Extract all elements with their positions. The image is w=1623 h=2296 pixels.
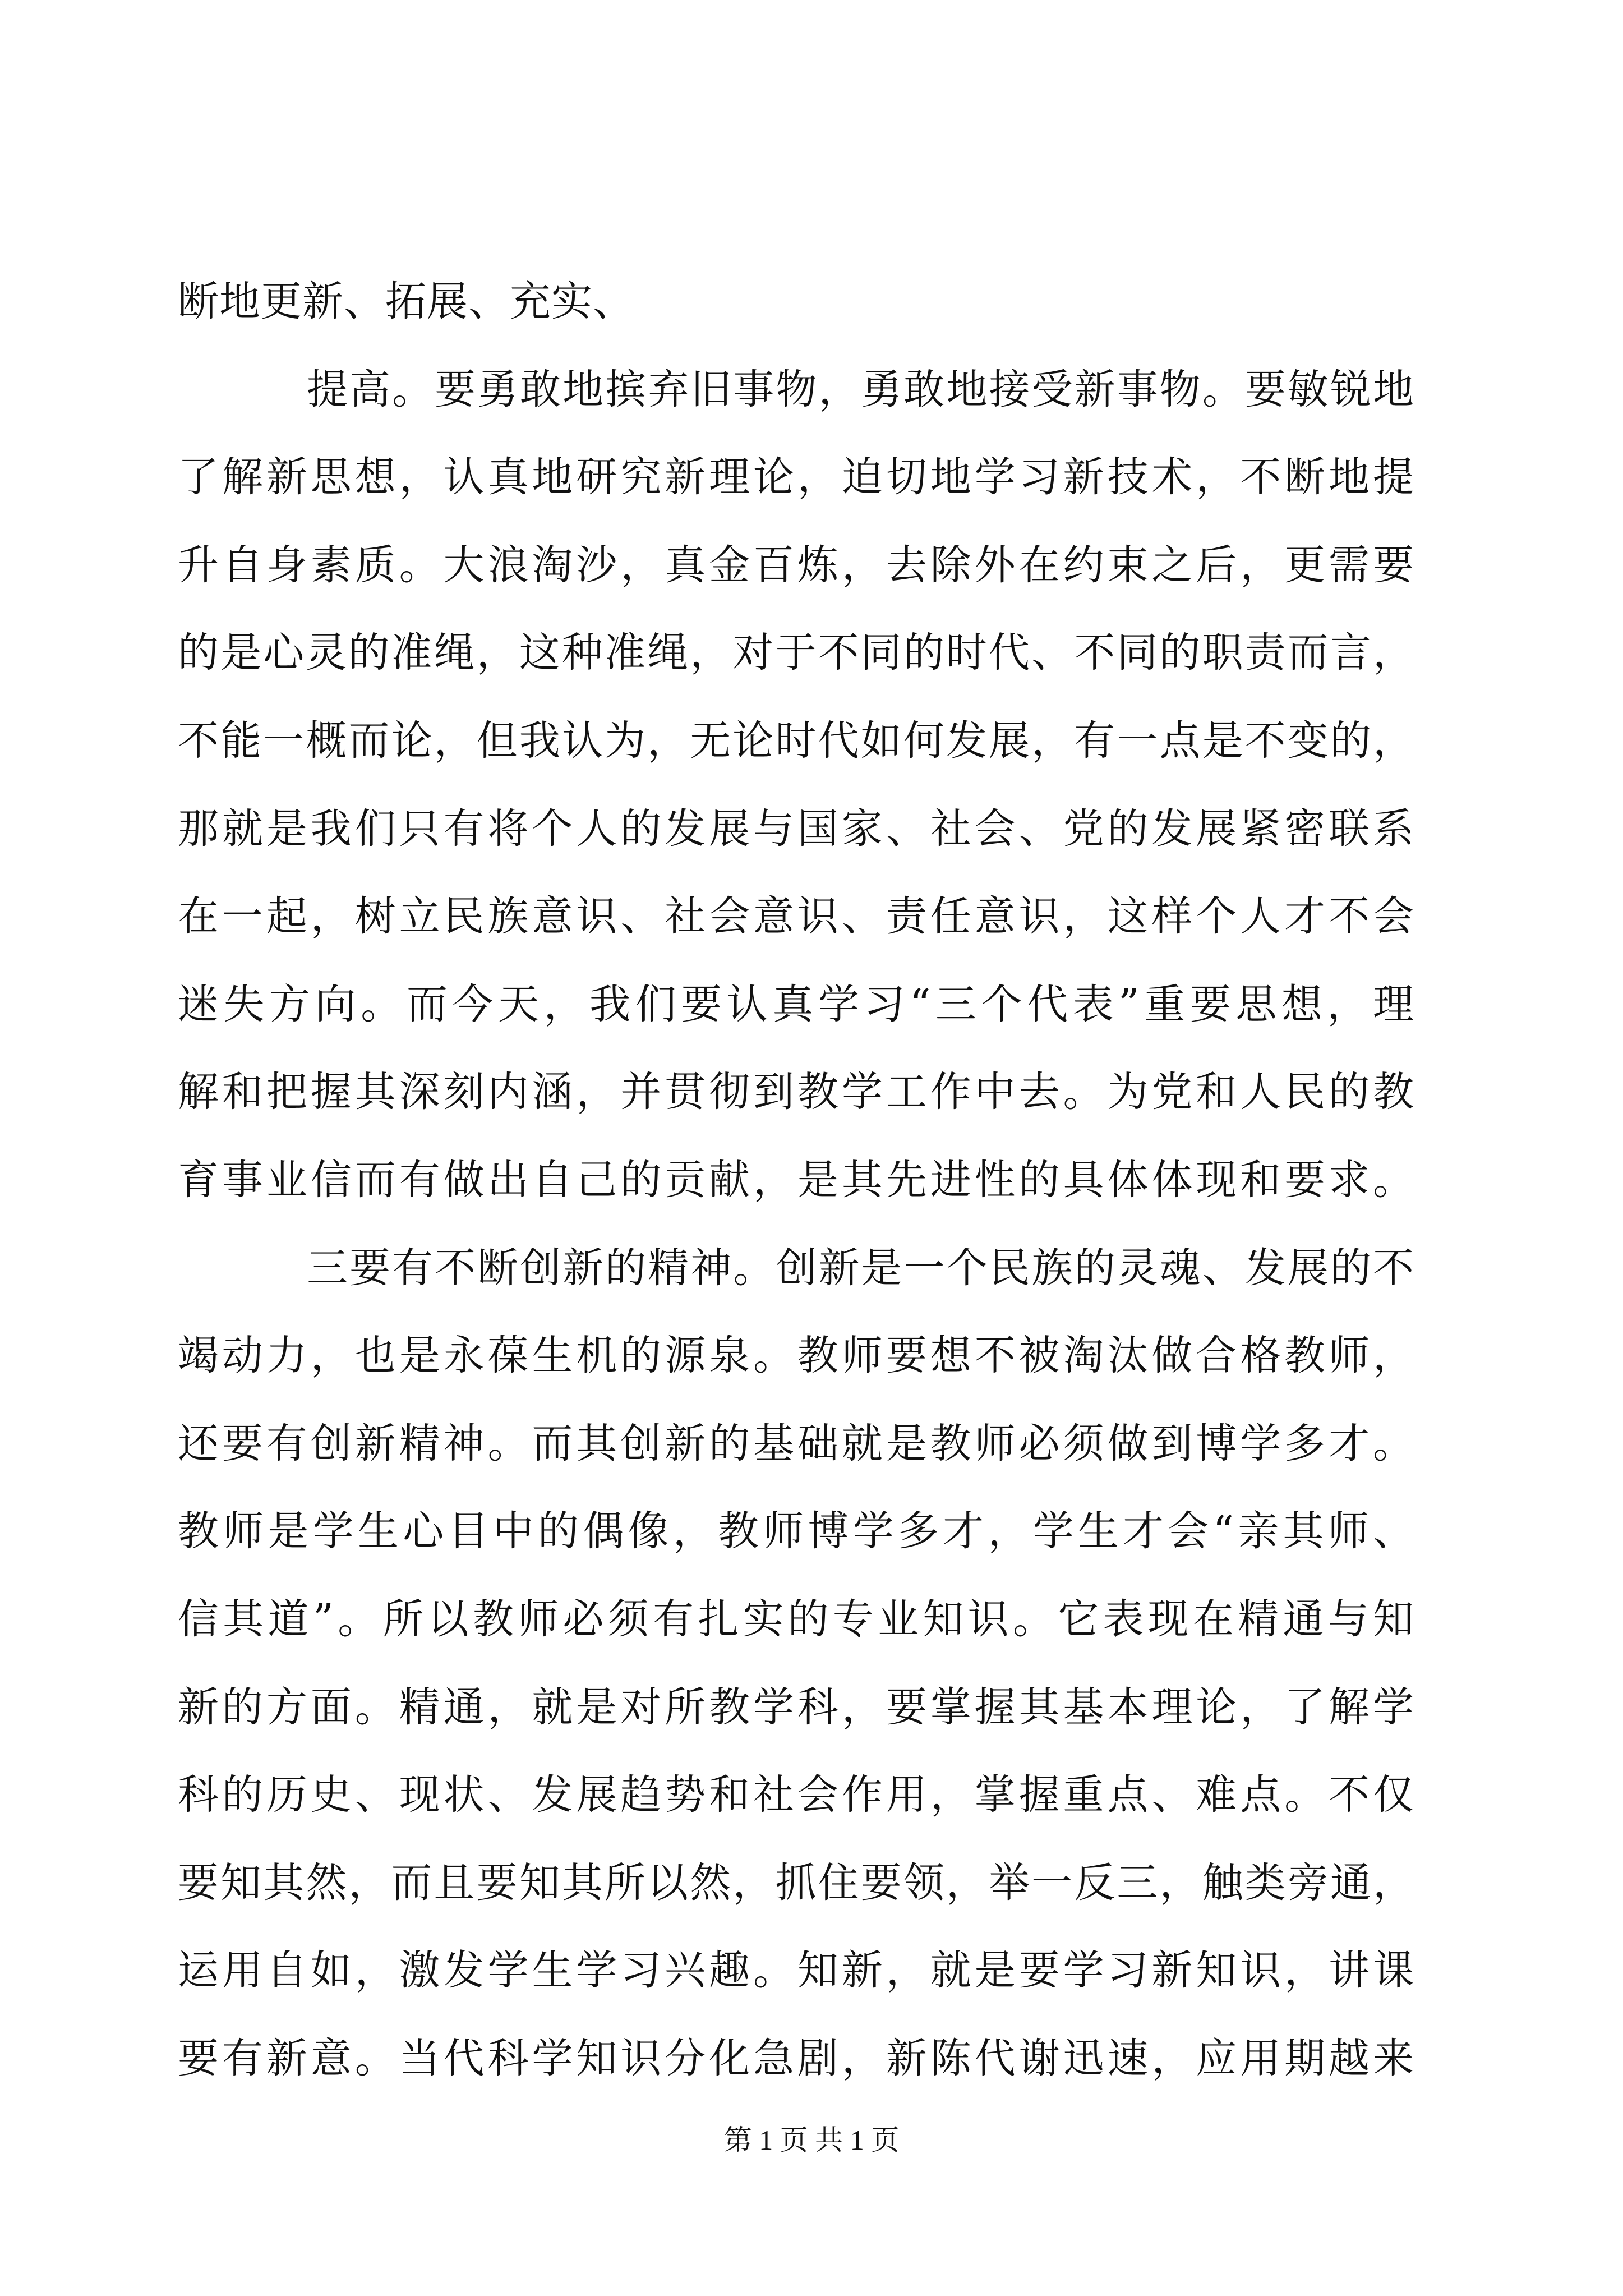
text-line-21: 要有新意。当代科学知识分化急剧，新陈代谢迅速，应用期越来 xyxy=(178,2034,1414,2082)
text-line-6: 不能一概而论，但我认为，无论时代如何发展，有一点是不变的， xyxy=(178,716,1414,765)
text-line-4: 升自身素质。大浪淘沙，真金百炼，去除外在约束之后，更需要 xyxy=(178,541,1414,589)
text-line-14: 还要有创新精神。而其创新的基础就是教师必须做到博学多才。 xyxy=(178,1419,1414,1467)
text-line-20: 运用自如，激发学生学习兴趣。知新，就是要学习新知识，讲课 xyxy=(178,1947,1414,1995)
text-line-8: 在一起，树立民族意识、社会意识、责任意识，这样个人才不会 xyxy=(178,892,1414,941)
text-line-9: 迷失方向。而今天，我们要认真学习“三个代表”重要思想，理 xyxy=(178,980,1414,1028)
text-line-16: 信其道”。所以教师必须有扎实的专业知识。它表现在精通与知 xyxy=(178,1595,1414,1643)
page-footer: 第 1 页 共 1 页 xyxy=(723,2124,900,2156)
text-line-1: 断地更新、拓展、充实、 xyxy=(178,278,634,325)
text-line-10: 解和把握其深刻内涵，并贯彻到教学工作中去。为党和人民的教 xyxy=(178,1068,1414,1116)
text-line-12: 三要有不断创新的精神。创新是一个民族的灵魂、发展的不 xyxy=(307,1244,1414,1292)
text-line-2: 提高。要勇敢地摈弃旧事物，勇敢地接受新事物。要敏锐地 xyxy=(307,365,1414,413)
text-line-17: 新的方面。精通，就是对所教学科，要掌握其基本理论，了解学 xyxy=(178,1683,1414,1731)
text-line-3: 了解新思想，认真地研究新理论，迫切地学习新技术，不断地提 xyxy=(178,453,1414,501)
text-line-15: 教师是学生心目中的偶像，教师博学多才，学生才会“亲其师、 xyxy=(178,1507,1414,1556)
text-line-11: 育事业信而有做出自己的贡献，是其先进性的具体体现和要求。 xyxy=(178,1156,1414,1204)
text-line-18: 科的历史、现状、发展趋势和社会作用，掌握重点、难点。不仅 xyxy=(178,1771,1414,1819)
text-line-5: 的是心灵的准绳，这种准绳，对于不同的时代、不同的职责而言， xyxy=(178,629,1414,677)
text-line-7: 那就是我们只有将个人的发展与国家、社会、党的发展紧密联系 xyxy=(178,804,1414,853)
text-line-19: 要知其然，而且要知其所以然，抓住要领，举一反三，触类旁通， xyxy=(178,1858,1414,1907)
document-body xyxy=(178,258,1414,2102)
text-line-13: 竭动力，也是永葆生机的源泉。教师要想不被淘汰做合格教师， xyxy=(178,1332,1414,1380)
